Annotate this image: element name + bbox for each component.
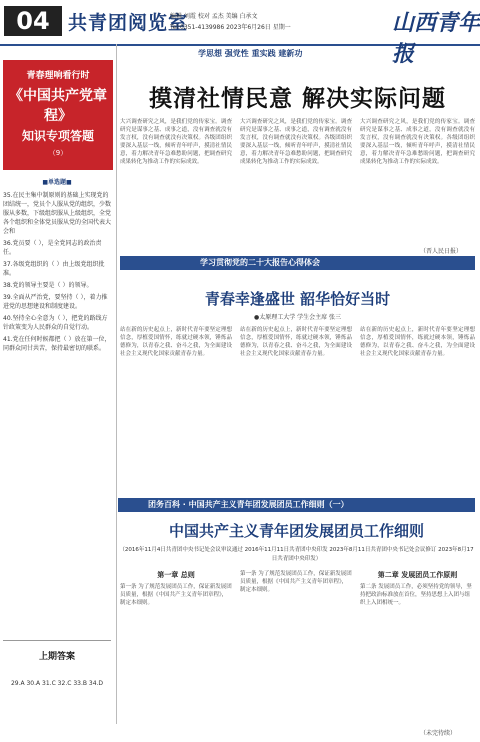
article1-kicker: 学思想 强党性 重实践 建新功 bbox=[198, 49, 303, 58]
article3-col-2 bbox=[240, 570, 352, 594]
article2-headline: 青春幸逢盛世 韶华恰好当时 bbox=[204, 290, 391, 308]
answer-heading: 上期答案 bbox=[3, 640, 111, 662]
quiz-item: 38.党的领导主要是（ ）的领导。 bbox=[3, 282, 93, 289]
quiz-item: 39.全面从严治党，要坚持（ ），着力推进党的思想建设和制度建设。 bbox=[3, 294, 108, 310]
promo-line-2: 《中国共产党章程》 bbox=[9, 88, 107, 124]
promo-line-3: 知识专项答题 bbox=[21, 129, 94, 143]
article2-byline: ●太原理工大学 学生会主席 张三 bbox=[253, 314, 342, 321]
contact-date: Tel:0351-4139986 2023年6月26日 星期一 bbox=[170, 24, 291, 31]
article2-banner: 学习贯彻党的二十大报告心得体会 bbox=[120, 256, 475, 270]
article3-banner: 团务百科 · 中国共产主义青年团发展团员工作细则（一） bbox=[118, 498, 475, 512]
chapter-2-title: 第二章 发展团员工作原则 bbox=[377, 571, 458, 579]
article1-source: （晋人民日报） bbox=[420, 248, 463, 255]
quiz-column bbox=[3, 178, 111, 356]
chapter-1-title: 第一章 总则 bbox=[157, 571, 195, 579]
article3-col-3 bbox=[360, 570, 475, 607]
article3-headline: 中国共产主义青年团发展团员工作细则 bbox=[168, 522, 424, 540]
article2-col-3: 站在新的历史起点上，新时代青年要坚定理想信念，厚植爱国情怀，练就过硬本领，锤炼品德修为，以青春之我、奋斗之我，为全面建设社会主义现代化国家贡献青春力量。 bbox=[360, 327, 475, 357]
quiz-promo-box bbox=[3, 60, 113, 170]
editor-credits: 编辑 刘霞 校对 孟杰 美编 白承文 bbox=[170, 13, 258, 20]
article3-col-1 bbox=[120, 570, 232, 607]
quiz-tag: ■单选题■ bbox=[42, 179, 72, 186]
chapter-1-body: 第一条 为了规范发展团员工作，保证新发展团员质量，根据《中国共产主义青年团章程》，制定本细则。 bbox=[120, 584, 232, 606]
article1-col-2: 大兴调查研究之风，是我们党的传家宝。调查研究是谋事之基、成事之道，没有调查就没有发言权，没有调查就没有决策权。各级团组织要深入基层一线，倾听青年呼声，摸清社情民意，着力解决青年急难愁盼问题，把调查研究成果转化为推动工作的实际成效。 bbox=[240, 119, 352, 165]
answer-list: 29.A 30.A 31.C 32.C 33.B 34.D bbox=[10, 680, 104, 687]
newspaper-logo: 山西青年报 bbox=[392, 10, 480, 67]
article1-headline: 摸清社情民意 解决实际问题 bbox=[148, 85, 446, 112]
article1-col-3: 大兴调查研究之风，是我们党的传家宝。调查研究是谋事之基、成事之道，没有调查就没有发言权，没有调查就没有决策权。各级团组织要深入基层一线，倾听青年呼声，摸清社情民意，着力解决青年急难愁盼问题，把调查研究成果转化为推动工作的实际成效。 bbox=[360, 119, 475, 165]
article3-subtitle: （2016年11月4日共青团中央书记处会议审议通过 2016年11月11日共青团中央印发 2023年8月11日共青团中央书记处会议修订 2023年8月17日共青团中央印发） bbox=[119, 547, 474, 562]
article1-col-1: 大兴调查研究之风，是我们党的传家宝。调查研究是谋事之基、成事之道，没有调查就没有发言权，没有调查就没有决策权。各级团组织要深入基层一线，倾听青年呼声，摸清社情民意，着力解决青年急难愁盼问题，把调查研究成果转化为推动工作的实际成效。 bbox=[120, 119, 232, 165]
column-divider bbox=[116, 44, 117, 724]
page-number: 04 bbox=[4, 6, 62, 36]
quiz-item: 35.在民主集中制原则的基础上实现党的团结统一，党员个人服从党的组织，少数服从多数，下级组织服从上级组织，全党各个组织和全体党员服从党的全国代表大会和 bbox=[3, 192, 112, 235]
quiz-item: 37.各级党组织的（ ）由上级党组织批准。 bbox=[3, 261, 105, 277]
section-title: 共青团阅览室 bbox=[68, 12, 189, 34]
promo-line-1: 青春理响看行时 bbox=[26, 71, 90, 81]
promo-line-4: （9） bbox=[48, 149, 68, 157]
quiz-item: 36.党员要（ ），是全党同志的政治责任。 bbox=[3, 240, 102, 256]
article2-col-2: 站在新的历史起点上，新时代青年要坚定理想信念，厚植爱国情怀，练就过硬本领，锤炼品德修为，以青春之我、奋斗之我，为全面建设社会主义现代化国家贡献青春力量。 bbox=[240, 327, 352, 357]
to-be-continued: （未完待续） bbox=[420, 730, 457, 737]
chapter-1-body-cont: 第一条 为了规范发展团员工作，保证新发展团员质量，根据《中国共产主义青年团章程》，制定本细则。 bbox=[240, 571, 352, 593]
quiz-item: 40.坚持全心全意为（ ），把党的路线方针政策变为人民群众的自觉行动。 bbox=[3, 315, 108, 331]
chapter-2-body: 第二条 发展团员工作，必须坚持党的领导，坚持把政治标准放在首位，坚持思想上入团与组织上入团相统一。 bbox=[360, 584, 472, 606]
quiz-item: 41.党在任何时候都把（ ）放在第一位，同群众同甘共苦，保持最密切的联系。 bbox=[3, 336, 111, 352]
article2-col-1: 站在新的历史起点上，新时代青年要坚定理想信念，厚植爱国情怀，练就过硬本领，锤炼品德修为，以青春之我、奋斗之我，为全面建设社会主义现代化国家贡献青春力量。 bbox=[120, 327, 232, 357]
